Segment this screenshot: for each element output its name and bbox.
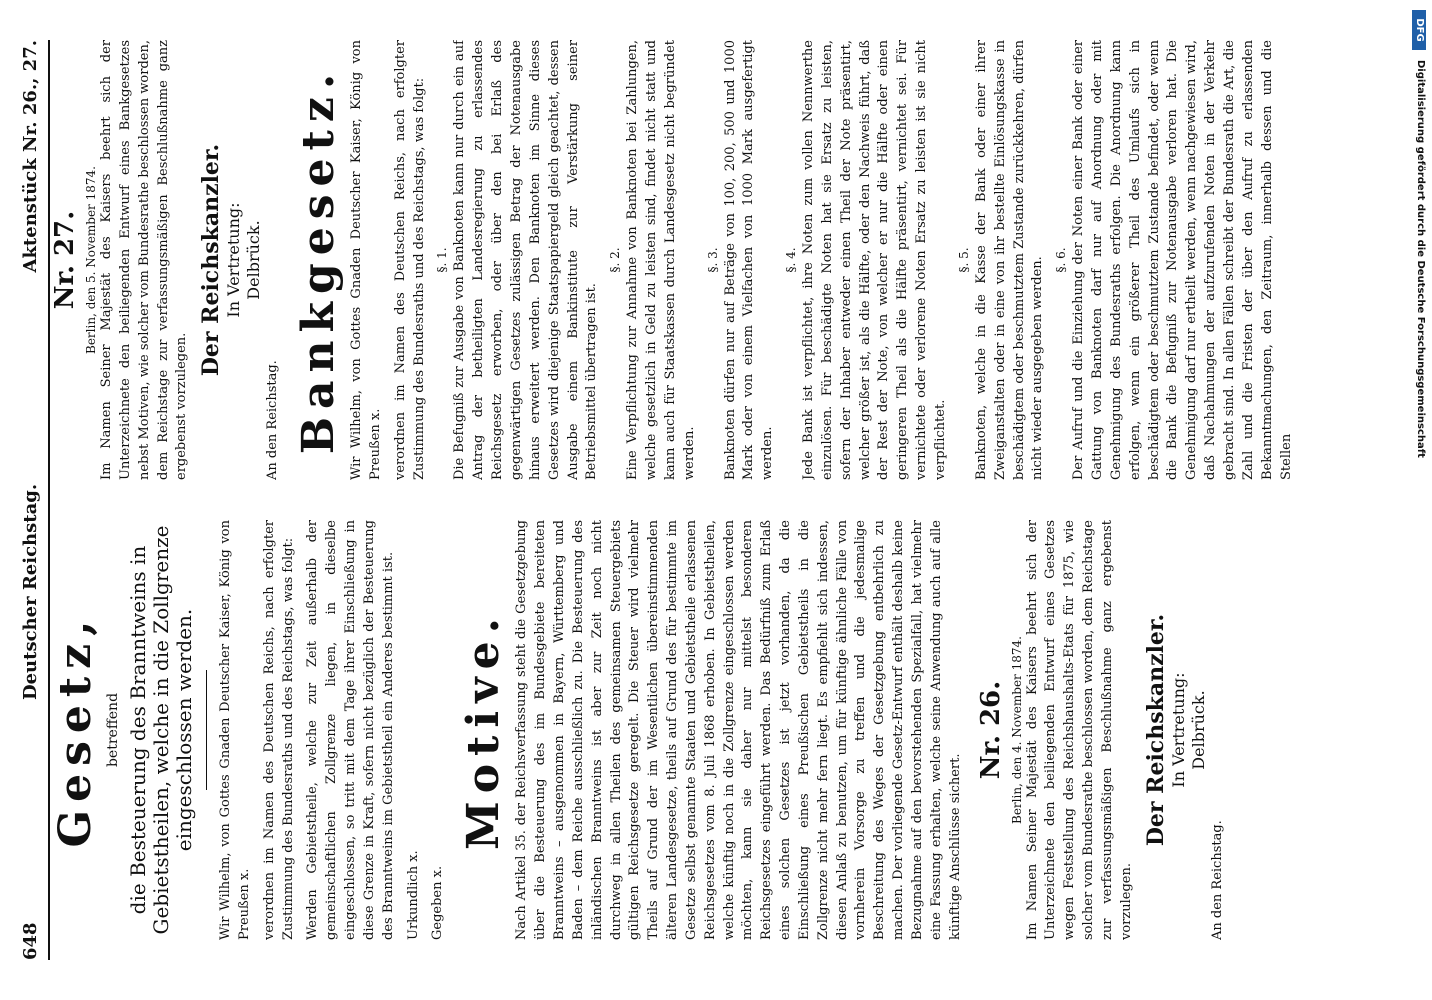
gesetz-preamble: Wir Wilhelm, von Gottes Gnaden Deutscher Kaiser, König von Preußen x. [218,520,252,940]
divider [206,670,207,790]
section-label: §. 1. [435,247,450,273]
section-text: Jede Bank ist verpflichtet, ihre Noten zum vollen Nennwerthe einzulösen. Für beschädigte Noten hat sie Ersatz zu leisten, sofern der Inhaber entweder einen Theil der Note präsentirt, welcher größer ist, als die Hälfte, oder den Nachweis führt, daß der Rest der Note, von welcher er nur die Hälfte oder einen geringeren Theil als die Hälfte präsentirt, vernichtet sei. Für vernichtete oder verlorene Noten Ersatz zu leisten ist sie nicht verpflichtet. [801,40,948,480]
page-number: 648 [20,922,41,960]
nr27-date: Berlin, den 5. November 1874. [84,166,98,354]
section-label: §. 3. [705,247,720,273]
dfg-logo-text: DFG [1414,18,1425,42]
section-4 [784,40,951,480]
section-label: §. 6. [1054,247,1069,273]
gesetz-betreffend: betreffend [105,692,121,768]
section-text: Banknoten, welche in die Kasse der Bank oder einer ihrer Zweiganstalten oder in eine von ihr bestellte Einlösungskasse in beschädigtem oder beschmutztem Zustande zurückkehren, dürfen nicht wieder ausgegeben werden. [973,40,1046,480]
nr26-intro: Im Namen Seiner Majestät des Kaisers beehrt sich der Unterzeichnete den beiliegenden Entwurf eines Gesetzes wegen Feststellung des Reichshaushalts-Etats für 1875, wie solcher vom Bundesrathe beschlossen worden, dem Reichstage zur verfassungsmäßigen Beschlußnahme ganz ergebenst vorzulegen. [1024,520,1134,940]
nr27-signer: Delbrück. [244,220,264,300]
nr26-in-vertretung: In Vertretung: [1168,672,1188,788]
left-column [40,520,1370,940]
section-2 [608,40,699,480]
section-text: Eine Verpflichtung zur Annahme von Banknoten bei Zahlungen, welche gesetzlich in Geld zu leisten sind, findet nicht statt und kann auch für Staatskassen durch Landesgesetz nicht begründet werden. [625,40,697,480]
section-text: Der Aufruf und die Einziehung der Noten einer Bank oder einer Gattung von Banknoten darf nur auf Anordnung oder mit Genehmigung des Bundesraths erfolgen. Die Anordnung kann erfolgen, wenn ein größerer Theil des Umlaufs sich in beschädigtem oder beschmutztem Zustande befindet, oder wenn die Bank die Befugniß zur Notenausgabe verloren hat. Die Genehmigung darf nur ertheilt werden, wenn nachgewiesen wird, daß Nachahmungen der aufzurufenden Noten in der Verkehr gebracht sind. In allen Fällen schreibt der Bundesrath die Art, die Zahl und die Fristen der über den Aufruf zu erlassenden Bekanntmachungen, den Zeitraum, innerhalb dessen und die Stellen [1071,40,1294,480]
bankgesetz-title: Bankgesetz. [293,65,345,455]
document-reference: Aktenstück Nr. 26., 27. [20,40,41,273]
nr26-signoff: Der Reichskanzler. [1142,613,1169,847]
gesetz-urkund: Urkundlich x. [405,850,421,940]
nr26-signer: Delbrück. [1188,690,1208,770]
section-text: Banknoten dürfen nur auf Beträge von 100, 200, 500 und 1000 Mark oder von einem Vielfachen von 1000 Mark ausgefertigt werden. [722,40,776,480]
nr27-heading: Nr. 27. [50,210,80,310]
nr27-to: An den Reichstag. [265,360,281,480]
gesetz-body: Werden Gebietstheile, welche zur Zeit außerhalb der gemeinschaftlichen Zollgrenze liegen, in dieselbe eingeschlossen, so tritt mit dem Tage ihrer Einschließung in diese Grenze in Kraft, sofern nicht bezüglich der Besteuerung des Branntweins im Gebietstheil ein Anderes bestimmt ist. [305,520,396,940]
section-text: Die Befugniß zur Ausgabe von Banknoten kann nur durch ein auf Antrag der betheiligten Landesregierung zu erlassendes Reichsgesetz erworben, oder über den bei Erlaß des gegenwärtigen Gesetzes zulässigen Betrag der Notenausgabe hinaus erweitert werden. Den Banknoten im Sinne dieses Gesetzes wird diejenige Staatspapiergeld gleich geachtet, dessen Ausgabe einem Bankinstitute zur Verstärkung seiner Betriebsmittel übertragen ist. [452,40,600,480]
bankgesetz-decree: verordnen im Namen des Deutschen Reichs, nach erfolgter Zustimmung des Bundesraths und des Reichstags, was folgt: [392,40,427,480]
section-label: §. 5. [956,247,971,273]
publication-title: Deutscher Reichstag. [20,483,41,700]
dfg-logo [1412,10,1426,50]
gesetz-gegeben: Gegeben x. [430,865,446,940]
section-label: §. 4. [784,247,799,273]
section-1 [435,40,602,480]
nr27-signoff: Der Reichskanzler. [198,143,225,377]
gesetz-decree: verordnen im Namen des Deutschen Reichs, nach erfolgter Zustimmung des Bundesraths und des Reichstags, was folgt: [261,520,296,940]
nr26-date: Berlin, den 4. November 1874. [1009,636,1024,824]
digitization-credit [1412,60,1426,780]
section-5 [957,40,1048,480]
digitization-credit-text: Digitalisierung gefördert durch die Deutsche Forschungsgemeinschaft [1415,60,1426,458]
section-label: §. 2. [608,247,623,273]
nr26-to: An den Reichstag. [1209,820,1225,940]
nr27-intro: Im Namen Seiner Majestät des Kaisers beehrt sich der Unterzeichnete den beiliegenden Entwurf eines Bankgesetzes nebst Motiven, wie solcher vom Bundesrathe beschlossen worden, dem Reichstage zur verfassungsmäßigen Beschlußnahme ganz ergebenst vorzulegen. [99,40,190,480]
section-3 [706,40,779,480]
motive-title: Motive. [458,610,510,850]
gesetz-subtitle: die Besteuerung des Branntweins in Gebietstheilen, welche in die Zollgrenze eingeschlossen werden. [126,525,196,935]
nr27-in-vertretung: In Vertretung: [224,202,244,318]
right-column [40,40,1370,480]
bankgesetz-preamble: Wir Wilhelm, von Gottes Gnaden Deutscher Kaiser, König von Preußen x. [349,40,383,480]
nr26-heading: Nr. 26. [975,680,1006,780]
section-6 [1054,40,1296,480]
gesetz-title: Gesetz, [50,612,101,848]
motive-text: Nach Artikel 35. der Reichsverfassung steht die Gesetzgebung über die Besteuerung des im Bundesgebiete bereiteten Branntweins – ausgenommen in Bayern, Württemberg und Baden – dem Reiche ausschließlich zu. Die Besteuerung des inländischen Branntweins ist aber zur Zeit noch nicht durchweg in allen Theilen des gemeinsamen Steuergebiets gültigen Reichsgesetze geregelt. Die Steuer wird vielmehr Theils auf Grund der im Wesentlichen übereinstimmenden älteren Landesgesetze, theils auf Grund des für bestimmte im Gesetze selbst genannte Staaten und Gebietstheile erlassenen Reichsgesetzes vom 8. Juli 1868 erhoben. In Gebietstheilen, welche künftig noch in die Zollgrenze eingeschlossen werden möchten, kann sie daher nur mittelst besonderen Reichsgesetzes eingeführt werden. Das Bedürfniß zum Erlaß eines solchen Gesetzes ist jetzt vorhanden, da die Einschließung eines Preußischen Gebietstheils in die Zollgrenze nicht mehr fern liegt. Es empfiehlt sich indessen, diesen Anlaß zu benutzen, um für künftige ähnliche Fälle von vornherein Vorsorge zu treffen und die jedesmalige Beschreitung des Weges der Gesetzgebung entbehrlich zu machen. Der vorliegende Gesetz-Entwurf enthält deshalb keine Bezugnahme auf den bevorstehenden Spezialfall, hat vielmehr eine Fassung erhalten, welche seine Anwendung auch auf alle künftige Anschlüsse sichert. [514,520,963,940]
